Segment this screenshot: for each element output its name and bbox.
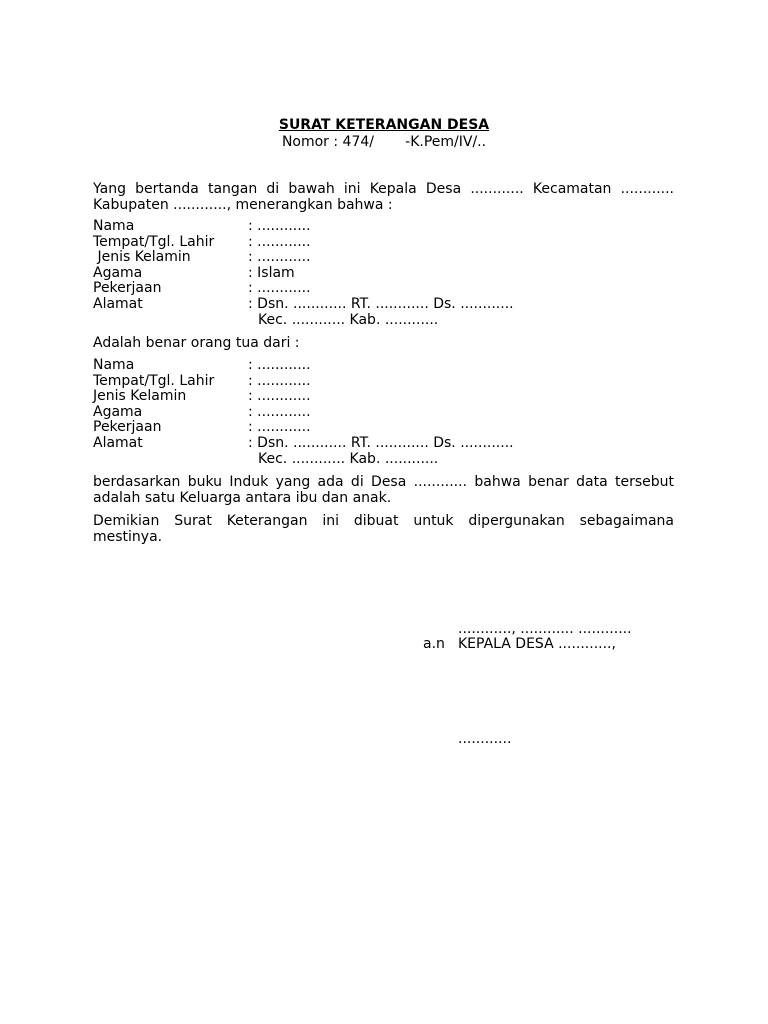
field-row-religion (93, 405, 674, 421)
field-row-religion (93, 266, 674, 282)
signature-place-date: ............, ............ ............ (458, 621, 632, 637)
field-label: Nama (93, 218, 135, 234)
field-label: Jenis Kelamin (93, 249, 191, 266)
field-row-occupation (93, 420, 674, 436)
field-label: Pekerjaan (93, 280, 162, 297)
field-value: : ............ (248, 218, 311, 234)
field-value: : ............ (248, 280, 311, 297)
signature-an: a.n (423, 636, 445, 652)
field-value: : ............ (248, 372, 311, 389)
child-fields (93, 358, 674, 467)
field-value: : ............ (248, 403, 311, 420)
field-row-address (93, 297, 674, 313)
field-value: : ............ (248, 233, 311, 250)
field-label: Agama (93, 403, 143, 420)
field-value: : Dsn. ............ RT. ............ Ds. ............ (248, 434, 514, 451)
field-value: : ............ (248, 419, 311, 436)
signature-office: KEPALA DESA ............, (458, 636, 616, 652)
field-row-gender (93, 250, 674, 266)
field-label: Nama (93, 357, 135, 373)
field-row-occupation (93, 281, 674, 297)
closing-paragraph: Demikian Surat Keterangan ini dibuat untuk dipergunakan sebagaimana mestinya. (93, 513, 674, 545)
field-label: Jenis Kelamin (93, 388, 187, 405)
field-value: : ............ (248, 249, 311, 266)
address-continuation: Kec. ............ Kab. ............ (258, 450, 439, 467)
field-label: Alamat (93, 295, 143, 312)
parent-lead-text: Adalah benar orang tua dari : (93, 335, 300, 351)
field-row-nama (93, 358, 674, 374)
letter-number: Nomor : 474/ -K.Pem/IV/.. (281, 134, 487, 150)
field-row-birth (93, 235, 674, 251)
field-row-gender (93, 389, 674, 405)
field-value: : Dsn. ............ RT. ............ Ds. ............ (248, 295, 514, 312)
field-label: Pekerjaan (93, 419, 162, 436)
field-label: Tempat/Tgl. Lahir (93, 233, 215, 250)
field-row-address (93, 436, 674, 452)
basis-paragraph: berdasarkan buku Induk yang ada di Desa ............ bahwa benar data tersebut adalah satu Keluarga antara ibu dan anak. (93, 474, 674, 506)
field-row-nama (93, 219, 674, 235)
address-continuation: Kec. ............ Kab. ............ (258, 311, 439, 328)
field-value: : Islam (248, 264, 295, 281)
field-row-birth (93, 374, 674, 390)
field-value: : ............ (248, 388, 311, 405)
letter-title: SURAT KETERANGAN DESA (278, 117, 490, 133)
field-label: Tempat/Tgl. Lahir (93, 372, 215, 389)
signature-name: ............ (458, 731, 512, 747)
field-label: Alamat (93, 434, 143, 451)
subject-fields (93, 219, 674, 328)
intro-paragraph: Yang bertanda tangan di bawah ini Kepala Desa ............ Kecamatan ............ Kabupaten ............, menerangkan bahwa : (93, 181, 674, 213)
field-label: Agama (93, 264, 143, 281)
field-value: : ............ (248, 357, 311, 373)
